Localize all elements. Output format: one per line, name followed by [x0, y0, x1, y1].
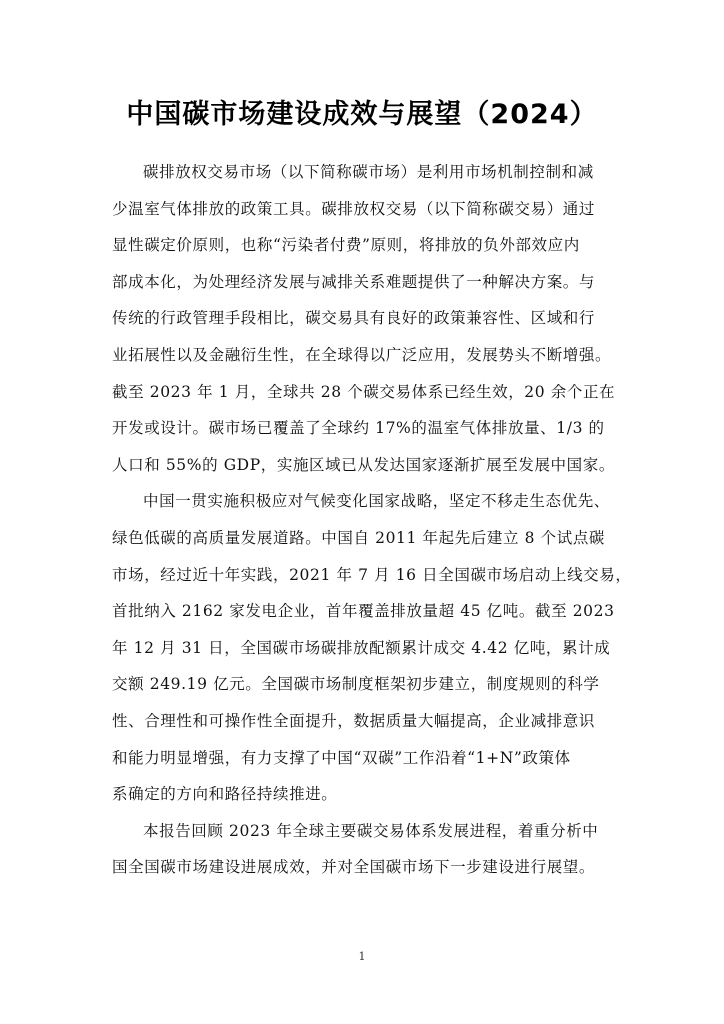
- paragraph-3-line-2: 国全国碳市场建设进展成效，并对全国碳市场下一步建设进行展望。: [112, 858, 596, 877]
- paragraph-2-line-7: 性、合理性和可操作性全面提升，数据质量大幅提高，企业减排意识: [112, 711, 596, 730]
- paragraph-1-line-1: 碳排放权交易市场（以下简称碳市场）是利用市场机制控制和减: [143, 163, 594, 181]
- paragraph-2-line-1: 中国一贯实施积极应对气候变化国家战略，坚定不移走生态优先、: [143, 492, 610, 511]
- paragraph-2-line-5: 年 12 月 31 日，全国碳市场碳排放配额累计成交 4.42 亿吨，累计成: [112, 638, 611, 657]
- paragraph-1-line-9: 人口和 55%的 GDP，实施区域已从发达国家逐渐扩展至发展中国家。: [112, 455, 615, 474]
- paragraph-3-line-1: 本报告回顾 2023 年全球主要碳交易体系发展进程，着重分析中: [143, 821, 599, 840]
- document-title: 中国碳市场建设成效与展望（2024）: [126, 99, 598, 130]
- page-number: 1: [358, 950, 366, 963]
- paragraph-1-line-6: 业拓展性以及金融衍生性，在全球得以广泛应用，发展势头不断增强。: [112, 345, 612, 364]
- paragraph-2-line-2: 绿色低碳的高质量发展道路。中国自 2011 年起先后建立 8 个试点碳: [112, 528, 606, 547]
- paragraph-1-line-5: 传统的行政管理手段相比，碳交易具有良好的政策兼容性、区域和行: [112, 309, 596, 328]
- paragraph-1-line-2: 少温室气体排放的政策工具。碳排放权交易（以下简称碳交易）通过: [112, 199, 596, 218]
- paragraph-1-line-4: 部成本化，为处理经济发展与减排关系难题提供了一种解决方案。与: [112, 272, 596, 291]
- paragraph-1-line-3: 显性碳定价原则，也称“污染者付费”原则，将排放的负外部效应内: [112, 236, 580, 255]
- body-text: [112, 154, 632, 886]
- paragraph-2-line-4: 首批纳入 2162 家发电企业，首年覆盖排放量超 45 亿吨。截至 2023: [112, 602, 615, 621]
- paragraph-2-line-8: 和能力明显增强，有力支撑了中国“双碳”工作沿着“1+N”政策体: [112, 748, 571, 767]
- paragraph-1-line-7: 截至 2023 年 1 月，全球共 28 个碳交易体系已经生效，20 余个正在: [112, 382, 616, 401]
- paragraph-1-line-8: 开发或设计。碳市场已覆盖了全球约 17%的温室气体排放量、1/3 的: [112, 419, 605, 438]
- paragraph-2-line-3: 市场，经过近十年实践，2021 年 7 月 16 日全国碳市场启动上线交易，: [112, 565, 632, 584]
- paragraph-2-line-6: 交额 249.19 亿元。全国碳市场制度框架初步建立，制度规则的科学: [112, 675, 600, 694]
- paragraph-2-line-9: 系确定的方向和路径持续推进。: [112, 785, 338, 804]
